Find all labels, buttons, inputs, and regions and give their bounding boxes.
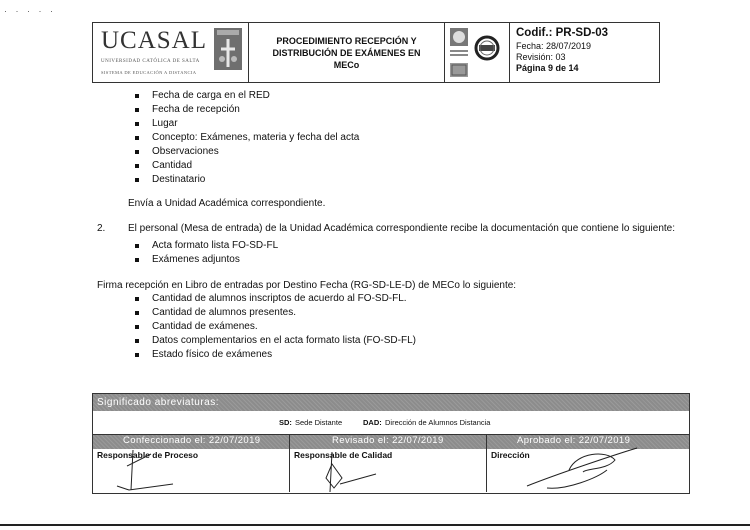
list-item: Estado físico de exámenes [152, 349, 273, 360]
list-item: Concepto: Exámenes, materia y fecha del acta [152, 132, 360, 143]
document-revision: Revisión: 03 [516, 52, 566, 62]
document-title-cell [249, 23, 445, 82]
scan-specks: · · · · · [4, 6, 56, 16]
abbr-value-sd: Sede Distante [295, 418, 343, 427]
certification-seal-icon [445, 23, 509, 82]
abbreviations-bar [93, 394, 689, 411]
approval-role: Responsable de Calidad [294, 450, 393, 460]
signature-icon [93, 434, 289, 492]
certification-seals [445, 23, 510, 82]
document-header [92, 22, 660, 83]
logo-text: UCASAL [101, 27, 208, 54]
list-item: Destinatario [152, 174, 206, 185]
list-item: Fecha de carga en el RED [152, 90, 270, 101]
approval-role: Dirección [491, 450, 530, 460]
approval-role: Responsable de Proceso [97, 450, 199, 460]
signature-icon [290, 434, 486, 492]
document-code: Codif.: PR-SD-03 [516, 27, 608, 39]
list-item: Datos complementarios en el acta formato lista (FO-SD-FL) [152, 335, 416, 346]
document-date: Fecha: 28/07/2019 [516, 41, 592, 51]
logo-subtitle: UNIVERSIDAD CATÓLICA DE SALTA [101, 59, 200, 64]
paragraph: Envía a Unidad Académica correspondiente. [128, 198, 326, 209]
logo-subtitle-2: SISTEMA DE EDUCACIÓN A DISTANCIA [101, 70, 197, 75]
list-item: Exámenes adjuntos [152, 254, 240, 265]
document-title: PROCEDIMIENTO RECEPCIÓN Y DISTRIBUCIÓN DE EXÁMENES EN MECo [272, 35, 421, 70]
list-item: Acta formato lista FO-SD-FL [152, 240, 279, 251]
approval-table [92, 393, 690, 494]
paragraph: Firma recepción en Libro de entradas por Destino Fecha (RG-SD-LE-D) de MECo lo siguiente: [97, 280, 517, 291]
crest-icon [213, 27, 243, 71]
list-item: Cantidad de exámenes. [152, 321, 258, 332]
step-text: El personal (Mesa de entrada) de la Unidad Académica correspondiente recibe la documentación que contiene lo siguiente: [128, 223, 676, 234]
page-bottom-rule [0, 524, 750, 526]
page-number: Página 9 de 14 [516, 63, 579, 73]
abbreviations-row [93, 411, 689, 433]
signature-icon [487, 434, 689, 492]
list-item: Fecha de recepción [152, 104, 240, 115]
approval-cell-process [93, 434, 290, 492]
step-number: 2. [97, 223, 106, 234]
list-item: Cantidad de alumnos inscriptos de acuerdo al FO-SD-FL. [152, 293, 407, 304]
document-code-cell [510, 23, 659, 82]
university-logo [93, 23, 249, 82]
abbreviations-label: Significado abreviaturas: [97, 397, 220, 408]
list-item: Cantidad de alumnos presentes. [152, 307, 296, 318]
list-item: Cantidad [152, 160, 193, 171]
abbr-value-dad: Dirección de Alumnos Distancia [385, 418, 491, 427]
abbr-key-sd: SD: [279, 418, 292, 427]
approval-cell-direction [487, 434, 689, 492]
approval-date: Confeccionado el: 22/07/2019 [123, 435, 261, 446]
list-item: Observaciones [152, 146, 219, 157]
approval-cell-quality [290, 434, 487, 492]
approval-date: Aprobado el: 22/07/2019 [517, 435, 631, 446]
list-item: Lugar [152, 118, 178, 129]
approval-date: Revisado el: 22/07/2019 [332, 435, 444, 446]
abbr-key-dad: DAD: [363, 418, 382, 427]
